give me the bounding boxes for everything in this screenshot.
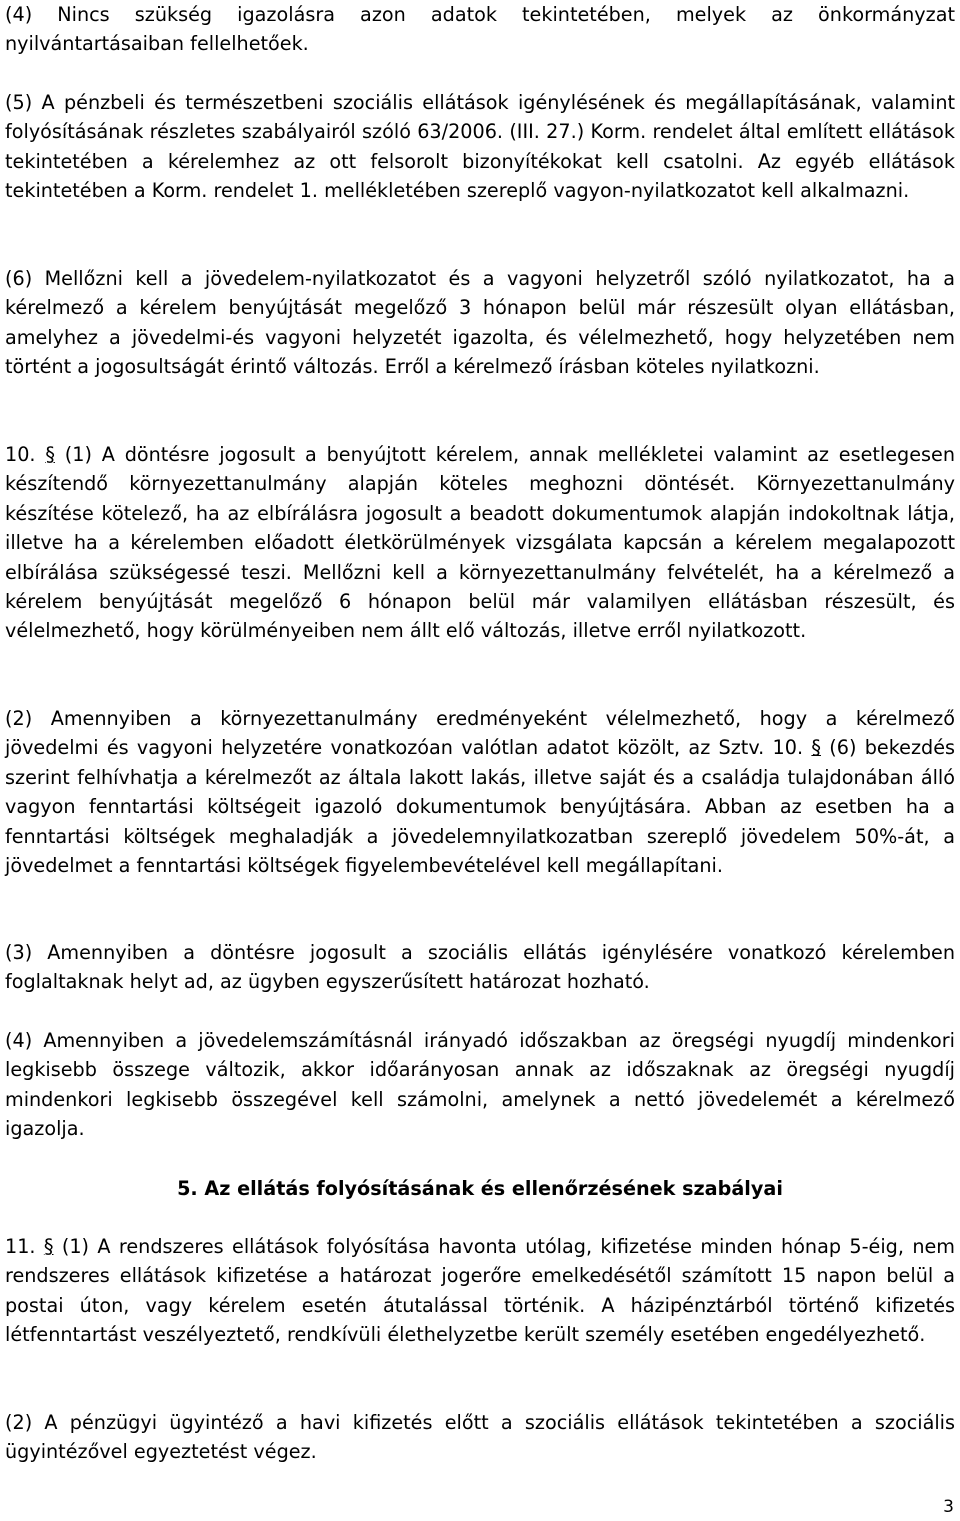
section-sign: § <box>45 443 55 466</box>
section-11-paragraph-1-text: (1) A rendszeres ellátások folyósítása havonta utólag, kifizetése minden hónap 5-éig, nem rendszeres ellátások kifizetése a határozat jogerőre emelkedésétől számított 15 napon belül a postai úton, vagy kérelem esetén átutalással történik. A házipénztárból történő kifizetés létfenntartást veszélyeztető, rendkívüli élethelyzetbe került személy esetében engedélyezhető. <box>5 1235 955 1347</box>
section-10-number: 10. <box>5 443 36 466</box>
section-10-paragraph-3: (3) Amennyiben a döntésre jogosult a szociális ellátás igénylésére vonatkozó kérelemben foglaltaknak helyt ad, az ügyben egyszerűsített határozat hozható. <box>5 941 955 994</box>
section-10-paragraph-1 <box>5 440 955 646</box>
section-10-paragraph-2-text-a: (2) Amennyiben a környezettanulmány eredményeként vélelmezhető, hogy a kérelmező jövedelmi és vagyoni helyzetére vonatkozóan valótlan adatot közölt, az Sztv. 10. <box>5 707 955 760</box>
section-heading-5: 5. Az ellátás folyósításának és ellenőrzésének szabályai <box>177 1177 783 1200</box>
section-10-paragraph-1-text: (1) A döntésre jogosult a benyújtott kérelem, annak mellékletei valamint az esetlegesen készítendő környezettanulmány alapján köteles meghozni döntését. Környezettanulmány készítése kötelező, ha az elbírálásra jogosult a beadott dokumentumok alapján indokoltnak látja, illetve ha a kérelemben előadott életkörülmények vizsgálata kapcsán a kérelem megalapozott elbírálása szükségessé teszi. Mellőzni kell a környezettanulmány felvételét, ha a kérelmező a kérelem benyújtását megelőző 6 hónapon belül már valamilyen ellátásban részesült, és vélelmezhető, hogy körülményeiben nem állt elő változás, illetve erről nyilatkozott. <box>5 443 955 643</box>
section-sign: § <box>43 1235 54 1258</box>
section-11-number: 11. <box>5 1235 36 1258</box>
section-10-paragraph-4: (4) Amennyiben a jövedelemszámításnál irányadó időszakban az öregségi nyugdíj mindenkori legkisebb összege változik, akkor időarányosan annak az időszaknak az öregségi nyugdíj mindenkori legkisebb összegével kell számolni, amelynek a nettó jövedelemét a kérelmező igazolja. <box>5 1029 955 1141</box>
section-sign: § <box>811 736 821 760</box>
section-10-paragraph-2 <box>5 704 955 880</box>
paragraph-5: (5) A pénzbeli és természetbeni szociális ellátások igénylésének és megállapításának, valamint folyósításának részletes szabályairól szóló 63/2006. (III. 27.) Korm. rendelet által említett ellátások tekintetében a kérelemhez az ott felsorolt bizonyítékokat kell csatolni. Az egyéb ellátások tekintetében a Korm. rendelet 1. mellékletében szereplő vagyon-nyilatkozatot kell alkalmazni. <box>5 91 955 203</box>
section-11-paragraph-1 <box>5 1232 955 1350</box>
section-11-paragraph-2: (2) A pénzügyi ügyintéző a havi kifizetés előtt a szociális ellátások tekintetében a szociális ügyintézővel egyeztetést végez. <box>5 1411 955 1464</box>
paragraph-6: (6) Mellőzni kell a jövedelem-nyilatkozatot és a vagyoni helyzetről szóló nyilatkozatot, ha a kérelmező a kérelem benyújtását megelőző 3 hónapon belül már részesült olyan ellátásban, amelyhez a jövedelmi-és vagyoni helyzetét igazolta, és vélelmezhető, hogy helyzetében nem történt a jogosultságát érintő változás. Erről a kérelmező írásban köteles nyilatkozni. <box>5 267 955 379</box>
paragraph-4: (4) Nincs szükség igazolásra azon adatok tekintetében, melyek az önkormányzat nyilvántartásaiban fellelhetőek. <box>5 3 955 56</box>
page-number: 3 <box>943 1497 954 1517</box>
section-10-paragraph-2-text-b: (6) bekezdés szerint felhívhatja a kérelmezőt az általa lakott lakás, illetve saját és a családja tulajdonában álló vagyon fenntartási költségeit igazoló dokumentumok benyújtására. Abban az esetben ha a fenntartási költségek meghaladják a jövedelemnyilatkozatban szereplő jövedelem 50%-át, a jövedelmet a fenntartási költségek figyelembevételével kell megállapítani. <box>5 736 955 878</box>
